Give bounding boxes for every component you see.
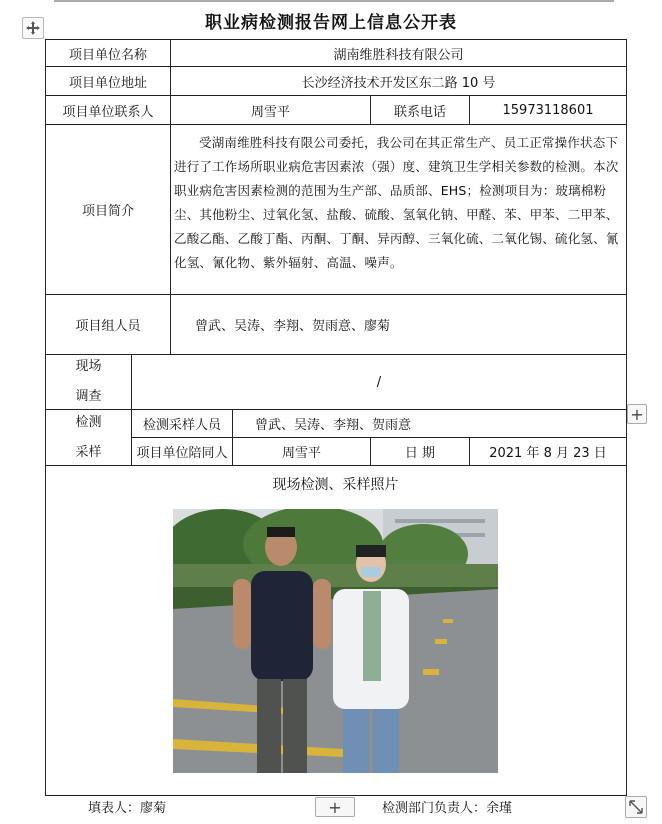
site-photo-illustration bbox=[173, 509, 498, 773]
dept-head-text: 检测部门负责人：余瑾 bbox=[382, 801, 513, 816]
date-label: 日 期 bbox=[370, 437, 470, 466]
contact-label: 项目单位联系人 bbox=[45, 95, 171, 125]
sampling-label-line2: 采样 bbox=[75, 444, 102, 460]
survey-label-line1: 现场 bbox=[75, 359, 102, 374]
sampling-label-line1: 检测 bbox=[75, 414, 102, 430]
table-resize-handle[interactable] bbox=[625, 796, 647, 818]
phone-label: 联系电话 bbox=[370, 95, 470, 125]
add-column-button[interactable]: + bbox=[627, 404, 647, 424]
survey-value: / bbox=[131, 354, 627, 410]
sampler-label: 检测采样人员 bbox=[131, 409, 233, 438]
site-photo bbox=[173, 509, 498, 773]
escort-label: 项目单位陪同人 bbox=[131, 437, 233, 466]
unit-address-value: 长沙经济技术开发区东二路 10 号 bbox=[170, 66, 627, 96]
intro-label: 项目简介 bbox=[45, 124, 171, 295]
phone-value: 15973118601 bbox=[469, 95, 627, 125]
unit-name-value: 湖南维胜科技有限公司 bbox=[170, 39, 627, 67]
escort-value: 周雪平 bbox=[232, 437, 371, 466]
resize-diagonal-icon bbox=[626, 797, 646, 817]
sampler-value: 曾武、吴涛、李翔、贺雨意 bbox=[232, 409, 627, 438]
team-label: 项目组人员 bbox=[45, 294, 171, 355]
contact-value: 周雪平 bbox=[170, 95, 371, 125]
sampling-label bbox=[45, 409, 132, 466]
filler-text: 填表人：廖菊 bbox=[88, 801, 167, 816]
intro-text: 受湖南维胜科技有限公司委托，我公司在其正常生产、员工正常操作状态下进行了工作场所职业病危害因素浓（强）度、建筑卫生学相关参数的检测。本次职业病危害因素检测的范围为生产部、品质部、EHS；检测项目为：玻璃棉粉尘、其他粉尘、过氧化氢、盐酸、硫酸、氢氧化钠、甲醛、苯、甲苯、二甲苯、乙酸乙酯、乙酸丁酯、丙酮、丁酮、异丙醇、三氧化硫、二氧化锡、硫化氢、氰化氢、氰化物、紫外辐射、高温、噪声。 bbox=[174, 135, 619, 270]
top-rule bbox=[54, 0, 614, 2]
photo-section-title: 现场检测、采样照片 bbox=[272, 477, 399, 493]
page-title: 职业病检测报告网上信息公开表 bbox=[205, 13, 457, 33]
team-value: 曾武、吴涛、李翔、贺雨意、廖菊 bbox=[170, 294, 627, 355]
survey-label bbox=[45, 354, 132, 410]
unit-address-label: 项目单位地址 bbox=[45, 66, 171, 96]
survey-label-line2: 调查 bbox=[75, 389, 102, 404]
date-value: 2021 年 8 月 23 日 bbox=[469, 437, 627, 466]
unit-name-label: 项目单位名称 bbox=[45, 39, 171, 67]
add-row-button[interactable]: + bbox=[315, 797, 355, 817]
